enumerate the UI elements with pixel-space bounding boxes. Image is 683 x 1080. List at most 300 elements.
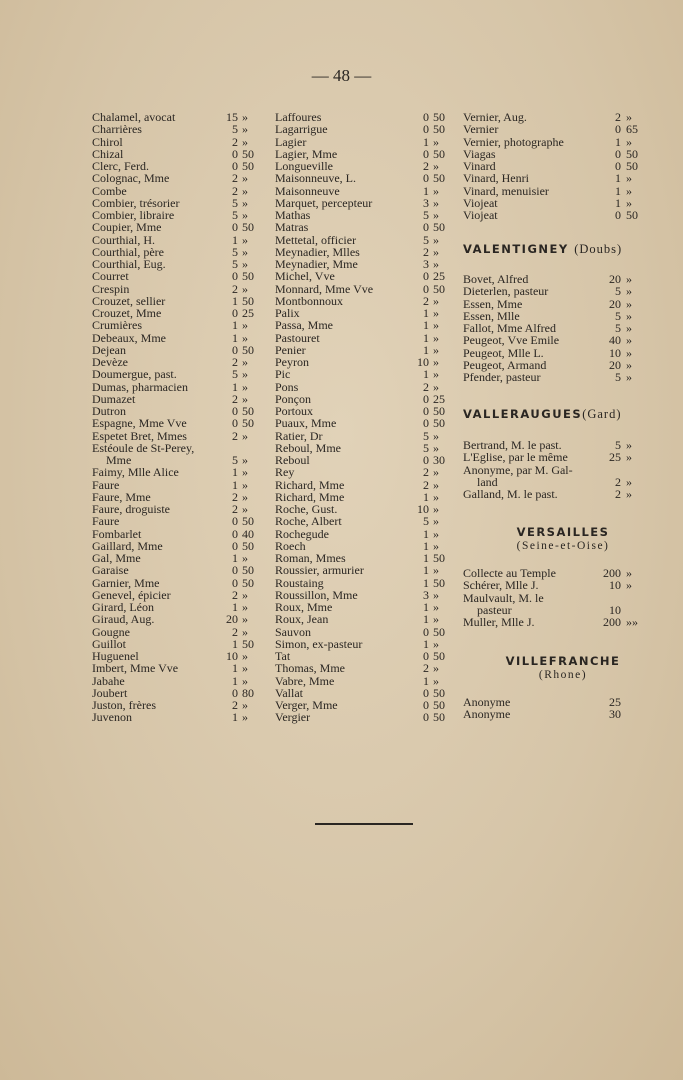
entry-centimes: » <box>242 232 248 247</box>
section-subtitle: (Seine-et-Oise) <box>516 540 610 552</box>
entry-centimes: » <box>626 272 632 286</box>
entry-francs: 5 <box>423 428 429 443</box>
entry-francs: 0 <box>232 575 238 590</box>
entry-name: Fallot, Mme Alfred <box>463 321 556 335</box>
entry-francs: 0 <box>423 624 429 639</box>
list-item <box>463 708 663 720</box>
entry-francs: 2 <box>423 159 429 173</box>
entry-centimes: » <box>242 673 248 688</box>
entry-name: Anonyme <box>463 695 511 709</box>
entry-name: Charrières <box>92 122 142 137</box>
entry-centimes: » <box>242 502 248 516</box>
list-item <box>275 515 455 527</box>
entry-name: Juvenon <box>92 710 132 725</box>
entry-name: Collecte au Temple <box>463 566 556 580</box>
entry-name: Essen, Mlle <box>463 308 520 323</box>
entry-centimes: » <box>626 474 632 489</box>
entry-francs: 30 <box>609 707 621 722</box>
entry-centimes: » <box>433 538 439 553</box>
list-item <box>275 711 455 723</box>
entry-centimes: » <box>242 465 248 480</box>
entry-francs: 0 <box>423 220 429 235</box>
entry-name: Meynadier, Mlles <box>275 244 360 259</box>
entry-francs: 0 <box>615 146 621 161</box>
list-continuation <box>463 111 663 221</box>
entry-francs: 1 <box>232 379 238 394</box>
entry-centimes: 50 <box>433 710 445 725</box>
entry-centimes: 50 <box>242 416 254 431</box>
entry-francs: 20 <box>226 612 238 627</box>
entry-centimes: » <box>242 208 248 222</box>
entry-name: Clerc, Ferd. <box>92 159 149 173</box>
list-item <box>463 451 663 463</box>
entry-centimes: 50 <box>626 146 638 161</box>
entry-centimes: » <box>433 195 439 210</box>
entry-francs: 1 <box>423 183 429 198</box>
entry-centimes: » <box>626 487 632 501</box>
entry-name: Dieterlen, pasteur <box>463 284 549 299</box>
entry-francs: 5 <box>232 208 238 222</box>
list-item <box>92 662 262 674</box>
entry-francs: 5 <box>232 195 238 210</box>
entry-name: land <box>477 474 498 489</box>
entry-centimes: » <box>433 661 439 676</box>
entry-francs: 5 <box>615 370 621 384</box>
entry-name: Crespin <box>92 281 130 296</box>
entry-francs: 1 <box>232 465 238 480</box>
entry-name: Vernier, photographe <box>463 134 564 149</box>
section-title: VALENTIGNEY <box>463 242 569 256</box>
entry-centimes: 50 <box>433 404 445 418</box>
entry-centimes: » <box>626 333 632 348</box>
entry-centimes: » <box>433 208 439 222</box>
entry-name: Courthial, père <box>92 244 164 259</box>
list-item <box>92 430 262 442</box>
entry-centimes: 50 <box>242 514 254 529</box>
entry-centimes: » <box>433 612 439 627</box>
entry-centimes: » <box>626 450 632 465</box>
entry-centimes: 50 <box>433 281 445 296</box>
entry-francs: 1 <box>423 342 429 357</box>
entry-francs: 0 <box>232 685 238 700</box>
entry-name: Combe <box>92 183 127 198</box>
entry-name: Maisonneuve <box>275 183 340 198</box>
entry-name: Puaux, Mme <box>275 416 337 431</box>
entry-name: Vernier, Aug. <box>463 110 527 124</box>
entry-francs: 20 <box>609 357 621 372</box>
section-list-valleraugues <box>463 439 663 500</box>
entry-centimes: » <box>242 171 248 186</box>
entry-centimes: 50 <box>242 538 254 553</box>
entry-centimes: » <box>433 502 439 516</box>
entry-francs: 0 <box>232 342 238 357</box>
entry-centimes: » <box>433 159 439 173</box>
entry-centimes: » <box>433 465 439 480</box>
entry-francs: 0 <box>423 453 429 467</box>
list-item <box>275 528 455 540</box>
entry-francs: 0 <box>423 685 429 700</box>
entry-name: Vinard <box>463 159 496 173</box>
entry-name: Bertrand, M. le past. <box>463 438 562 452</box>
entry-centimes: » <box>433 526 439 541</box>
entry-name: Passa, Mme <box>275 318 333 333</box>
entry-francs: 5 <box>232 257 238 271</box>
list-item <box>92 381 262 393</box>
list-item <box>463 592 663 604</box>
list-item <box>275 675 455 687</box>
section-list-versailles <box>463 567 663 628</box>
entry-name: Pastouret <box>275 330 320 345</box>
entry-name: Roche, Gust. <box>275 502 338 516</box>
divider-rule <box>315 823 413 825</box>
section-heading-valentigney <box>463 242 663 257</box>
list-item <box>275 172 455 184</box>
entry-francs: 3 <box>423 195 429 210</box>
entry-francs: 0 <box>423 146 429 161</box>
entry-francs: 5 <box>423 208 429 222</box>
entry-name: pasteur <box>477 602 512 617</box>
entry-name: Courthial, H. <box>92 232 155 247</box>
entry-name: Estéoule de St-Perey, <box>92 440 195 455</box>
list-item <box>92 123 262 135</box>
entry-name: Courthial, Eug. <box>92 257 166 271</box>
entry-francs: 2 <box>232 171 238 186</box>
entry-centimes: » <box>242 257 248 271</box>
section-heading-valleraugues <box>463 407 663 422</box>
entry-name: Doumergue, past. <box>92 367 177 382</box>
entry-centimes: 50 <box>433 624 445 639</box>
list-item <box>463 185 663 197</box>
entry-name: Faure <box>92 477 120 492</box>
entry-centimes: 25 <box>433 269 445 284</box>
entry-name: Vinard, Henri <box>463 171 529 186</box>
section-title: VERSAILLES <box>516 525 610 539</box>
entry-francs: 2 <box>232 391 238 406</box>
entry-name: Crumières <box>92 318 142 333</box>
entry-name: Roussillon, Mme <box>275 587 358 602</box>
list-item <box>463 347 663 359</box>
list-item <box>92 466 262 478</box>
entry-name: Gougne <box>92 624 130 639</box>
entry-centimes: » <box>626 195 632 210</box>
list-item <box>275 381 455 393</box>
entry-francs: 2 <box>232 502 238 516</box>
list-item <box>92 234 262 246</box>
entry-name: Garnier, Mme <box>92 575 160 590</box>
list-item <box>92 479 262 491</box>
entry-centimes: 50 <box>433 171 445 186</box>
entry-francs: 5 <box>615 321 621 335</box>
entry-centimes: 50 <box>242 159 254 173</box>
entry-centimes: » <box>433 293 439 308</box>
entry-centimes: » <box>433 587 439 602</box>
entry-centimes: » <box>242 134 248 149</box>
list-item <box>463 298 663 310</box>
entry-francs: 0 <box>232 416 238 431</box>
list-item <box>275 136 455 148</box>
entry-francs: 10 <box>226 649 238 663</box>
entry-francs: 2 <box>232 489 238 504</box>
entry-centimes: 50 <box>433 575 445 590</box>
entry-name: Pfender, pasteur <box>463 370 541 384</box>
entry-francs: 25 <box>609 450 621 465</box>
list-item <box>463 464 663 476</box>
entry-francs: 2 <box>615 110 621 124</box>
list-item <box>92 564 262 576</box>
entry-centimes: » <box>242 428 248 443</box>
entry-francs: 0 <box>232 306 238 320</box>
entry-name: Coupier, Mme <box>92 220 162 235</box>
entry-francs: 0 <box>615 208 621 222</box>
entry-francs: 2 <box>232 624 238 639</box>
entry-francs: 1 <box>423 318 429 333</box>
entry-centimes: » <box>242 367 248 382</box>
entry-centimes: 25 <box>242 306 254 320</box>
entry-centimes: » <box>626 284 632 299</box>
list-item <box>275 466 455 478</box>
entry-name: Dumas, pharmacien <box>92 379 188 394</box>
entry-centimes: » <box>433 244 439 259</box>
entry-centimes: 50 <box>433 110 445 124</box>
list-item <box>275 283 455 295</box>
entry-centimes: » <box>626 296 632 311</box>
entry-name: Ponçon <box>275 391 311 406</box>
entry-francs: 1 <box>423 134 429 149</box>
entry-name: Thomas, Mme <box>275 661 345 676</box>
entry-francs: 1 <box>232 232 238 247</box>
entry-name: Devèze <box>92 355 128 369</box>
entry-francs: 0 <box>232 563 238 578</box>
entry-centimes: » <box>242 318 248 333</box>
entry-francs: 1 <box>423 330 429 345</box>
entry-centimes: » <box>242 391 248 406</box>
entry-centimes: » <box>433 514 439 529</box>
entry-francs: 2 <box>423 465 429 480</box>
list-item <box>463 579 663 591</box>
entry-centimes: » <box>626 578 632 593</box>
list-item <box>275 123 455 135</box>
entry-centimes: 50 <box>242 220 254 235</box>
entry-name: Jabahe <box>92 673 125 688</box>
entry-name: Anonyme <box>463 707 511 722</box>
column-1 <box>92 111 262 724</box>
list-item <box>275 221 455 233</box>
entry-centimes: » <box>626 110 632 124</box>
entry-name: Faure, Mme <box>92 489 151 504</box>
entry-name: Mathas <box>275 208 311 222</box>
entry-centimes: 50 <box>242 269 254 284</box>
entry-francs: 25 <box>609 695 621 709</box>
entry-francs: 0 <box>423 698 429 712</box>
entry-centimes: 50 <box>433 416 445 431</box>
entry-centimes: » <box>242 489 248 504</box>
entry-francs: 5 <box>232 244 238 259</box>
entry-name: Combier, trésorier <box>92 195 180 210</box>
entry-centimes: 50 <box>626 208 638 222</box>
entry-name: Essen, Mme <box>463 296 523 311</box>
list-item <box>275 417 455 429</box>
entry-name: Crouzet, sellier <box>92 293 166 308</box>
entry-name: Portoux <box>275 404 314 418</box>
list-item <box>92 319 262 331</box>
entry-name: Richard, Mme <box>275 477 345 492</box>
entry-centimes: » <box>433 134 439 149</box>
entry-francs: 5 <box>423 232 429 247</box>
entry-centimes: » <box>433 428 439 443</box>
entry-centimes: 50 <box>242 636 254 651</box>
entry-francs: 10 <box>609 345 621 360</box>
entry-name: Roech <box>275 538 306 553</box>
entry-name: Peugeot, Armand <box>463 357 547 372</box>
entry-francs: 0 <box>423 110 429 124</box>
entry-centimes: 50 <box>242 404 254 418</box>
entry-francs: 1 <box>423 538 429 553</box>
entry-centimes: » <box>242 600 248 614</box>
entry-francs: 1 <box>232 477 238 492</box>
list-item <box>275 479 455 491</box>
entry-centimes: » <box>242 355 248 369</box>
entry-centimes: » <box>433 183 439 198</box>
entry-francs: 1 <box>232 318 238 333</box>
entry-name: Laffoures <box>275 110 322 124</box>
entry-name: Viojeat <box>463 208 498 222</box>
entry-name: Courret <box>92 269 129 284</box>
entry-name: Roussier, armurier <box>275 563 364 578</box>
entry-francs: 0 <box>232 159 238 173</box>
entry-francs: 2 <box>232 428 238 443</box>
entry-name: Gal, Mme <box>92 551 141 565</box>
list-item <box>463 123 663 135</box>
entry-francs: 5 <box>232 453 238 467</box>
entry-name: Combier, libraire <box>92 208 175 222</box>
entry-name: Chalamel, avocat <box>92 110 176 124</box>
entry-centimes: » <box>433 600 439 614</box>
list-item <box>463 172 663 184</box>
entry-name: Pic <box>275 367 291 382</box>
entry-centimes: » <box>433 440 439 455</box>
list-item <box>92 626 262 638</box>
entry-name: Galland, M. le past. <box>463 487 558 501</box>
entry-centimes: » <box>626 171 632 186</box>
entry-name: Debeaux, Mme <box>92 330 166 345</box>
entry-centimes: » <box>242 110 248 124</box>
entry-centimes: 50 <box>433 649 445 663</box>
entry-francs: 2 <box>423 379 429 394</box>
entry-name: Penier <box>275 342 306 357</box>
entry-name: Bovet, Alfred <box>463 272 529 286</box>
list-item <box>463 285 663 297</box>
entry-name: Girard, Léon <box>92 600 154 614</box>
entry-name: Espetet Bret, Mmes <box>92 428 187 443</box>
entry-name: Dumazet <box>92 391 136 406</box>
entry-name: Michel, Vve <box>275 269 335 284</box>
entry-name: Marquet, percepteur <box>275 195 373 210</box>
entry-name: Joubert <box>92 685 128 700</box>
entry-francs: 1 <box>423 600 429 614</box>
entry-francs: 2 <box>423 244 429 259</box>
entry-francs: 5 <box>615 284 621 299</box>
entry-francs: 0 <box>423 281 429 296</box>
entry-francs: 5 <box>423 440 429 455</box>
entry-name: Faimy, Mlle Alice <box>92 465 179 480</box>
entry-name: Rey <box>275 465 295 480</box>
entry-centimes: » <box>626 321 632 335</box>
list-item <box>92 185 262 197</box>
entry-francs: 200 <box>603 615 621 629</box>
entry-name: Huguenel <box>92 649 139 663</box>
entry-francs: 0 <box>423 269 429 284</box>
entry-name: Giraud, Aug. <box>92 612 155 627</box>
entry-centimes: 25 <box>433 391 445 406</box>
entry-francs: 0 <box>423 649 429 663</box>
entry-centimes: 80 <box>242 685 254 700</box>
entry-name: Juston, frères <box>92 698 156 712</box>
list-item <box>92 368 262 380</box>
entry-francs: 2 <box>232 698 238 712</box>
entry-francs: 0 <box>423 171 429 186</box>
list-item <box>92 283 262 295</box>
entry-francs: 1 <box>423 563 429 578</box>
entry-centimes: » <box>242 330 248 345</box>
list-item <box>275 185 455 197</box>
entry-centimes: » <box>433 330 439 345</box>
entry-centimes: 50 <box>433 685 445 700</box>
entry-francs: 2 <box>615 474 621 489</box>
list-item <box>275 332 455 344</box>
entry-name: Imbert, Mme Vve <box>92 661 179 676</box>
entry-name: Palix <box>275 306 300 320</box>
entry-francs: 1 <box>232 673 238 688</box>
entry-centimes: » <box>242 710 248 725</box>
entry-name: Faure <box>92 514 120 529</box>
entry-centimes: » <box>626 566 632 580</box>
entry-name: Colognac, Mme <box>92 171 170 186</box>
entry-name: Verger, Mme <box>275 698 338 712</box>
entry-francs: 1 <box>232 600 238 614</box>
list-item <box>463 488 663 500</box>
list-item <box>275 430 455 442</box>
list-item <box>463 616 663 628</box>
entry-centimes: » <box>242 477 248 492</box>
entry-francs: 0 <box>423 404 429 418</box>
entry-francs: 10 <box>609 578 621 593</box>
entry-francs: 0 <box>232 526 238 541</box>
entry-centimes: » <box>242 698 248 712</box>
entry-francs: 2 <box>423 477 429 492</box>
entry-francs: 1 <box>232 293 238 308</box>
entry-francs: 1 <box>423 526 429 541</box>
entry-name: Faure, droguiste <box>92 502 170 516</box>
entry-centimes: 40 <box>242 526 254 541</box>
list-item <box>92 417 262 429</box>
entry-name: Roche, Albert <box>275 514 342 529</box>
entry-centimes: » <box>242 453 248 467</box>
entry-name: Crouzet, Mme <box>92 306 162 320</box>
entry-name: Longueville <box>275 159 333 173</box>
entry-centimes: » <box>433 232 439 247</box>
list-item <box>92 711 262 723</box>
entry-name: Espagne, Mme Vve <box>92 416 187 431</box>
entry-name: Viagas <box>463 146 496 161</box>
entry-centimes: 50 <box>433 146 445 161</box>
entry-name: Reboul, Mme <box>275 440 341 455</box>
entry-francs: 20 <box>609 296 621 311</box>
list-item <box>92 172 262 184</box>
entry-name: Genevel, épicier <box>92 587 171 602</box>
entry-name: Maulvault, M. le <box>463 590 544 605</box>
entry-name: Lagier, Mme <box>275 146 338 161</box>
list-item <box>275 319 455 331</box>
